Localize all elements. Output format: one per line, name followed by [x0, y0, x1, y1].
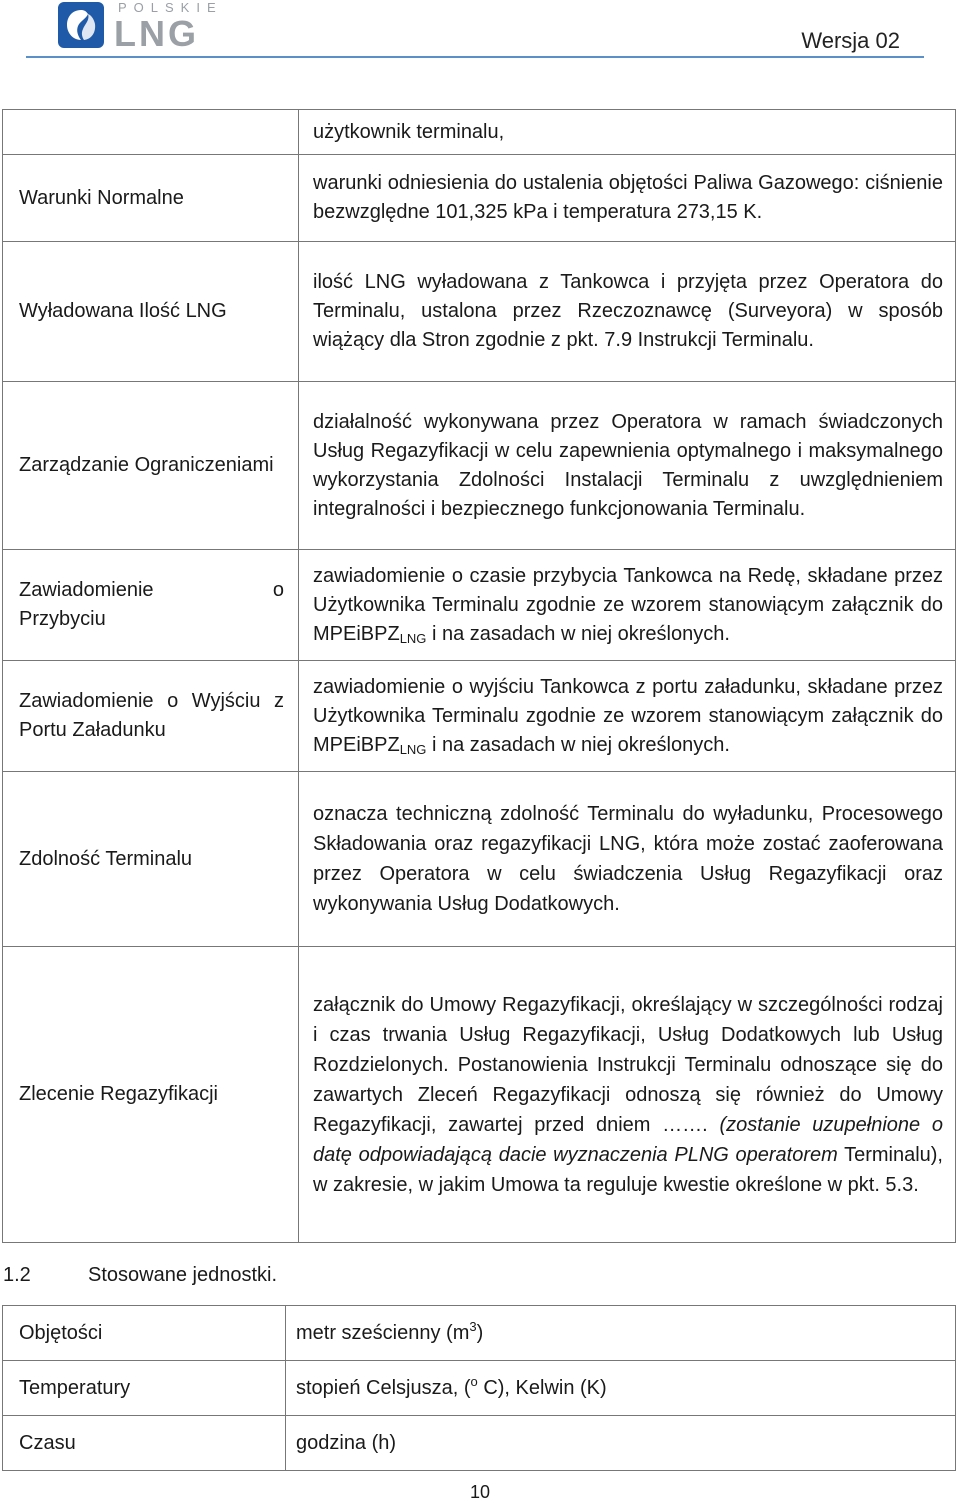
table-row: [3, 110, 956, 155]
table-row: [3, 550, 956, 661]
description-cell: [299, 661, 956, 772]
unit-text: C), Kelwin (K): [477, 1376, 607, 1399]
term-cell: Zlecenie Regazyfikacji: [3, 947, 299, 1243]
description-cell: warunki odniesienia do ustalenia objętości Paliwa Gazowego: ciśnienie bezwzględne 101,325 kPa i temperatura 273,15 K.: [299, 155, 956, 242]
description-cell: ilość LNG wyładowana z Tankowca i przyjęta przez Operatora do Terminalu, ustalona przez Rzeczoznawcę (Surveyora) w sposób wiążący dla Stron zgodnie z pkt. 7.9 Instrukcji Terminalu.: [299, 242, 956, 382]
unit-value: [286, 1306, 956, 1361]
description-text: zawiadomienie o wyjściu Tankowca z portu załadunku, składane przez Użytkownika Terminalu zgodnie ze wzorem stanowiącym załącznik do MPEiBPZ: [313, 675, 943, 756]
page-header: [0, 0, 960, 70]
description-cell: [299, 947, 956, 1243]
brand-top-text: POLSKIE: [118, 0, 223, 15]
description-text: Terminalu), w zakresie, w jakim Umowa ta reguluje kwestie określone w pkt. 5.3.: [313, 1143, 943, 1196]
section-title: Stosowane jednostki.: [88, 1264, 278, 1286]
company-logo: [58, 2, 248, 54]
lng-logo-icon: [58, 2, 104, 48]
definitions-table: [2, 109, 956, 1243]
section-number: 1.2: [3, 1264, 31, 1286]
term-cell: Warunki Normalne: [3, 155, 299, 242]
unit-value: godzina (h): [286, 1416, 956, 1471]
section-heading: [3, 1264, 277, 1287]
description-text: i na zasadach w niej określonych.: [426, 733, 730, 756]
subscript-text: LNG: [399, 630, 427, 646]
header-divider: [26, 56, 924, 58]
italic-note: (zostanie uzupełnione o datę odpowiadającą dacie wyznaczenia PLNG operatorem: [313, 1113, 943, 1166]
unit-quantity: Czasu: [3, 1416, 286, 1471]
unit-value: [286, 1361, 956, 1416]
table-row: [3, 661, 956, 772]
unit-text: stopień Celsjusza, (: [296, 1376, 471, 1399]
description-text: i na zasadach w niej określonych.: [426, 622, 730, 645]
description-cell: [299, 550, 956, 661]
description-text: załącznik do Umowy Regazyfikacji, określający w szczególności rodzaj i czas trwania Usług Regazyfikacji, Usług Dodatkowych lub Usług Rozdzielonych. Postanowienia Instrukcji Terminalu odnoszące się do zawartych Zleceń Regazyfikacji odnoszą się również do Umowy Regazyfikacji, zawartej przed dniem …….: [313, 993, 943, 1136]
table-row: [3, 1306, 956, 1361]
unit-text: ): [476, 1321, 484, 1344]
term-cell: Zdolność Terminalu: [3, 772, 299, 947]
description-cell: użytkownik terminalu,: [299, 110, 956, 155]
term-cell: [3, 550, 299, 661]
table-row: [3, 1416, 956, 1471]
units-table: [2, 1305, 956, 1471]
table-row: [3, 155, 956, 242]
term-cell: [3, 110, 299, 155]
term-cell: Zarządzanie Ograniczeniami: [3, 382, 299, 550]
table-row: [3, 1361, 956, 1416]
unit-quantity: Objętości: [3, 1306, 286, 1361]
superscript-text: o: [470, 1373, 478, 1389]
document-version: Wersja 02: [801, 28, 900, 53]
subscript-text: LNG: [399, 741, 427, 757]
superscript-text: 3: [469, 1318, 477, 1334]
term-text: o: [272, 579, 284, 601]
brand-main-text: LNG: [114, 13, 199, 54]
term-cell: Wyładowana Ilość LNG: [3, 242, 299, 382]
term-text: Zawiadomienie: [19, 579, 154, 601]
page-number: 10: [469, 1482, 491, 1502]
unit-quantity: Temperatury: [3, 1361, 286, 1416]
term-cell: Zawiadomienie o Wyjściu z Portu Załadunku: [3, 661, 299, 772]
term-text: Przybyciu: [19, 608, 106, 630]
description-cell: oznacza techniczną zdolność Terminalu do wyładunku, Procesowego Składowania oraz regazyfikacji LNG, która może zostać zaoferowana przez Operatora w celu świadczenia Usług Regazyfikacji oraz wykonywania Usług Dodatkowych.: [299, 772, 956, 947]
table-row: [3, 242, 956, 382]
description-text: zawiadomienie o czasie przybycia Tankowca na Redę, składane przez Użytkownika Terminalu zgodnie ze wzorem stanowiącym załącznik do MPEiBPZ: [313, 564, 943, 645]
description-cell: działalność wykonywana przez Operatora w ramach świadczonych Usług Regazyfikacji w celu zapewnienia optymalnego i maksymalnego wykorzystania Zdolności Instalacji Terminalu z uwzględnieniem integralności i bezpiecznego funkcjonowania Terminalu.: [299, 382, 956, 550]
table-row: [3, 382, 956, 550]
table-row: [3, 772, 956, 947]
unit-text: metr sześcienny (m: [296, 1321, 470, 1344]
table-row: [3, 947, 956, 1243]
